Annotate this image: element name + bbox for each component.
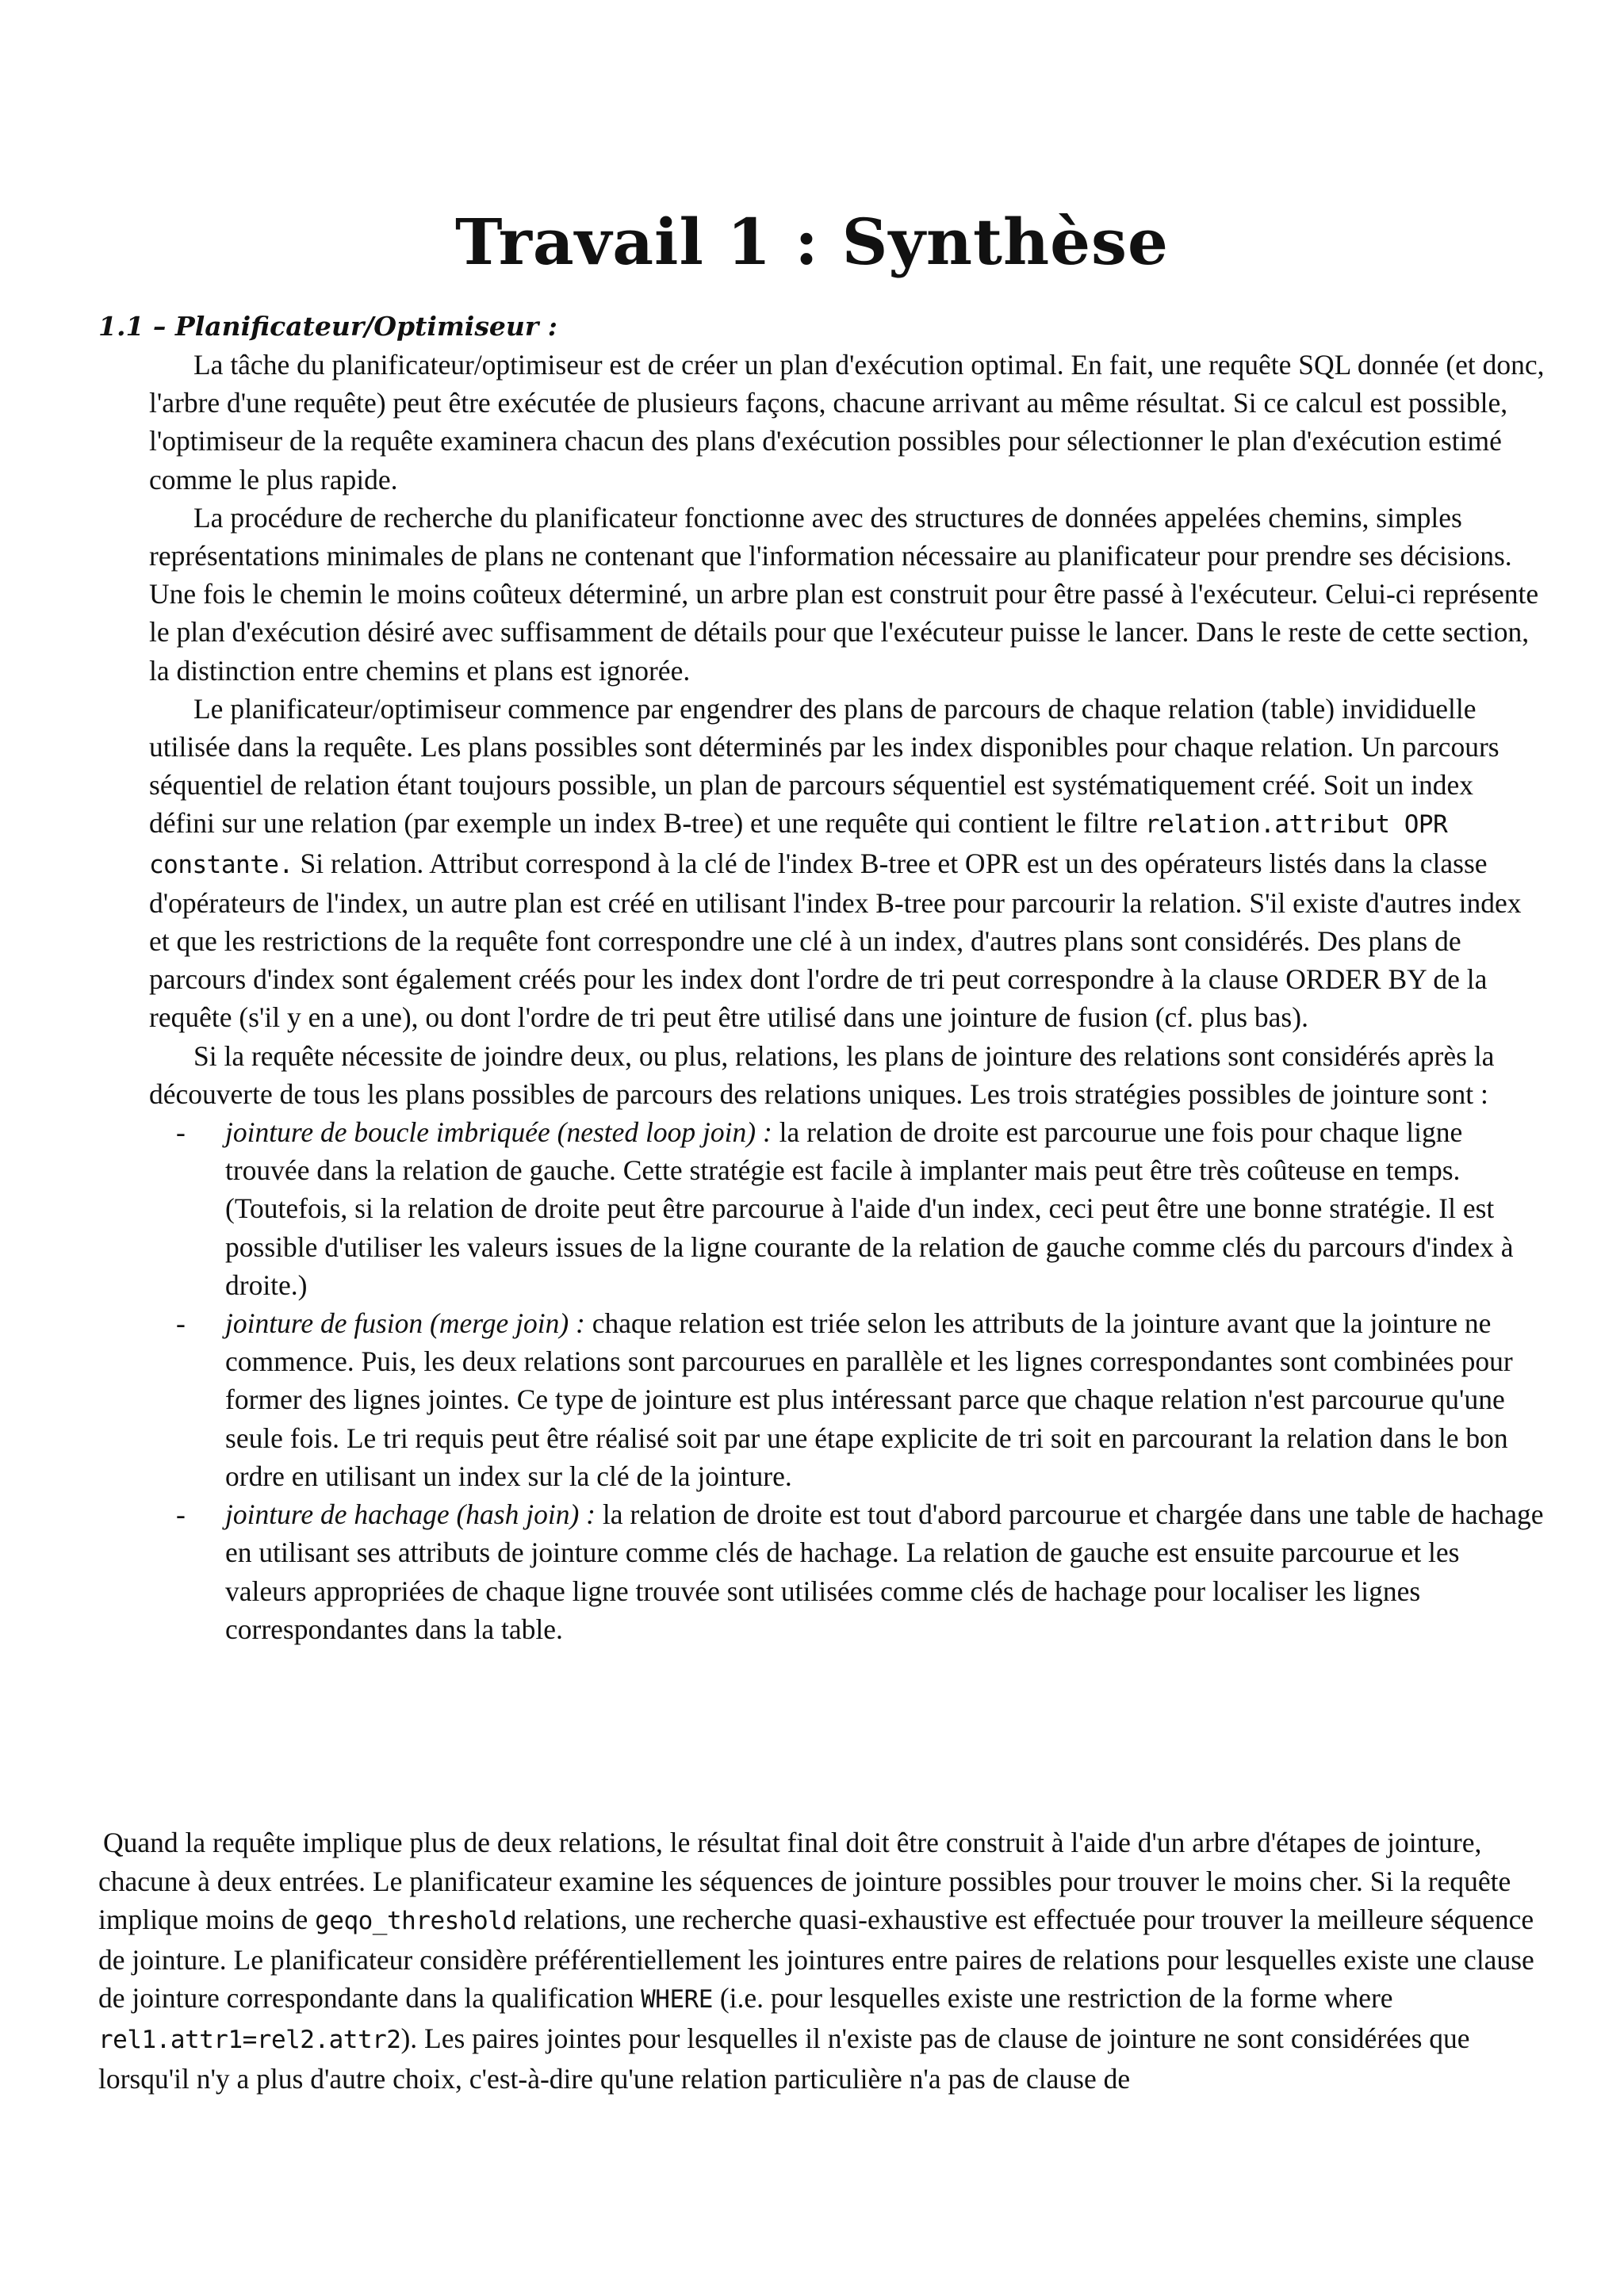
closing-text-1: Quand la requête implique plus de deux relations, le résultat final doit être construit à l'aide d'un arbre d'étapes de jointure, chacune à deux entrées. Le planificateur examine les séquences de jointure possibles pour trouver le moins cher. Si la requête implique moins de: [98, 1827, 1511, 1936]
list-item-nested-loop-join: [149, 1113, 1545, 1304]
closing-text-3: (i.e. pour lesquelles existe une restriction de la forme where: [712, 1982, 1393, 2015]
closing-section: [98, 1823, 1545, 2098]
code-filter-expression: relation.attribut OPR constante.: [149, 810, 1448, 879]
strategy-term: jointure de boucle imbriquée (nested loop join) :: [225, 1116, 772, 1149]
strategy-term: jointure de fusion (merge join) :: [225, 1307, 585, 1340]
strategy-description: la relation de droite est tout d'abord parcourue et chargée dans une table de hachage en utilisant ses attributs de jointure comme clés de hachage. La relation de gauche est ensuite parcourue et les valeurs appropriées de chaque ligne trouvée sont utilisées comme clés de hachage pour localiser les lignes correspondantes dans la table.: [225, 1498, 1544, 1645]
paragraph-join-strategies-intro: Si la requête nécessite de joindre deux, ou plus, relations, les plans de jointure des relations sont considérés après la découverte de tous les plans possibles de parcours des relations uniques. Les trois stratégies possibles de jointure sont :: [149, 1039, 1495, 1110]
paragraph-planner-role: La tâche du planificateur/optimiseur est de créer un plan d'exécution optimal. En fait, une requête SQL donnée (et donc, l'arbre d'une requête) peut être exécutée de plusieurs façons, chacune arrivant au même résultat. Si ce calcul est possible, l'optimiseur de la requête examinera chacun des plans d'exécution possibles pour sélectionner le plan d'exécution estimé comme le plus rapide.: [149, 349, 1545, 496]
closing-text-4: ). Les paires jointes pour lesquelles il n'existe pas de clause de jointure ne sont considérées que lorsqu'il n'y a plus d'autre choix, c'est-à-dire qu'une relation particulière n'a pas de clause de: [98, 2022, 1470, 2095]
closing-text-2: relations, une recherche quasi-exhaustive est effectuée pour trouver la meilleure séquence de jointure. Le planificateur considère préférentiellement les jointures entre paires de relations pour lesquelles existe une clause de jointure correspondante dans la qualification: [98, 1904, 1534, 2015]
paragraph-scan-plans-text-2: Si relation. Attribut correspond à la clé de l'index B-tree et OPR est un des opérateurs listés dans la classe d'opérateurs de l'index, un autre plan est créé en utilisant l'index B-tree pour parcourir la relation. S'il existe d'autres index et que les restrictions de la requête font correspondre une clé à un index, d'autres plans sont considérés. Des plans de parcours d'index sont également créés pour les index dont l'ordre de tri peut correspondre à la clause ORDER BY de la requête (s'il y en a une), ou dont l'ordre de tri peut être utilisé dans une jointure de fusion (cf. plus bas).: [149, 847, 1522, 1034]
strategy-description: la relation de droite est parcourue une fois pour chaque ligne trouvée dans la relation de gauche. Cette stratégie est facile à implanter mais peut être très coûteuse en temps. (Toutefois, si la relation de droite peut être parcourue à l'aide d'un index, ceci peut être une bonne stratégie. Il est possible d'utiliser les valeurs issues de la ligne courante de la relation de gauche comme clés du parcours d'index à droite.): [225, 1116, 1514, 1301]
paragraph-search-procedure: La procédure de recherche du planificateur fonctionne avec des structures de données appelées chemins, simples représentations minimales de plans ne contenant que l'information nécessaire au planificateur pour prendre ses décisions. Une fois le chemin le moins coûteux déterminé, un arbre plan est construit pour être passé à l'exécuteur. Celui-ci représente le plan d'exécution désiré avec suffisamment de détails pour que l'exécuteur puisse le lancer. Dans le reste de cette section, la distinction entre chemins et plans est ignorée.: [149, 501, 1539, 687]
paragraph-multi-relation-joins: [98, 1823, 1545, 2098]
paragraph-scan-plans-text-1: Le planificateur/optimiseur commence par engendrer des plans de parcours de chaque relation (table) invididuelle utilisée dans la requête. Les plans possibles sont déterminés par les index disponibles pour chaque relation. Un parcours séquentiel de relation étant toujours possible, un plan de parcours séquentiel est systématiquement créé. Soit un index défini sur une relation (par exemple un index B-tree) et une requête qui contient le filtre: [149, 692, 1500, 840]
paragraph-scan-plans: [149, 690, 1545, 1037]
list-bullet: -: [176, 1116, 186, 1149]
list-bullet: -: [176, 1498, 186, 1531]
code-where-keyword: WHERE: [641, 1985, 713, 2015]
page-title: Travail 1 : Synthèse: [455, 205, 1169, 279]
code-geqo-threshold: geqo_threshold: [315, 1907, 517, 1936]
list-item-merge-join: [149, 1304, 1545, 1495]
list-item-hash-join: [149, 1495, 1545, 1648]
strategy-term: jointure de hachage (hash join) :: [225, 1498, 596, 1531]
code-join-condition: rel1.attr1=rel2.attr2: [98, 2025, 401, 2054]
join-strategies-list: [149, 1113, 1545, 1648]
section-body: [149, 346, 1545, 1648]
list-bullet: -: [176, 1307, 186, 1340]
strategy-description: chaque relation est triée selon les attributs de la jointure avant que la jointure ne commence. Puis, les deux relations sont parcourues en parallèle et les lignes correspondantes sont combinées pour former des lignes jointes. Ce type de jointure est plus intéressant parce que chaque relation n'est parcourue qu'une seule fois. Le tri requis peut être réalisé soit par une étape explicite de tri soit en parcourant la relation dans le bon ordre en utilisant un index sur la clé de la jointure.: [225, 1307, 1513, 1492]
section-heading: 1.1 – Planificateur/Optimiseur :: [98, 311, 557, 342]
